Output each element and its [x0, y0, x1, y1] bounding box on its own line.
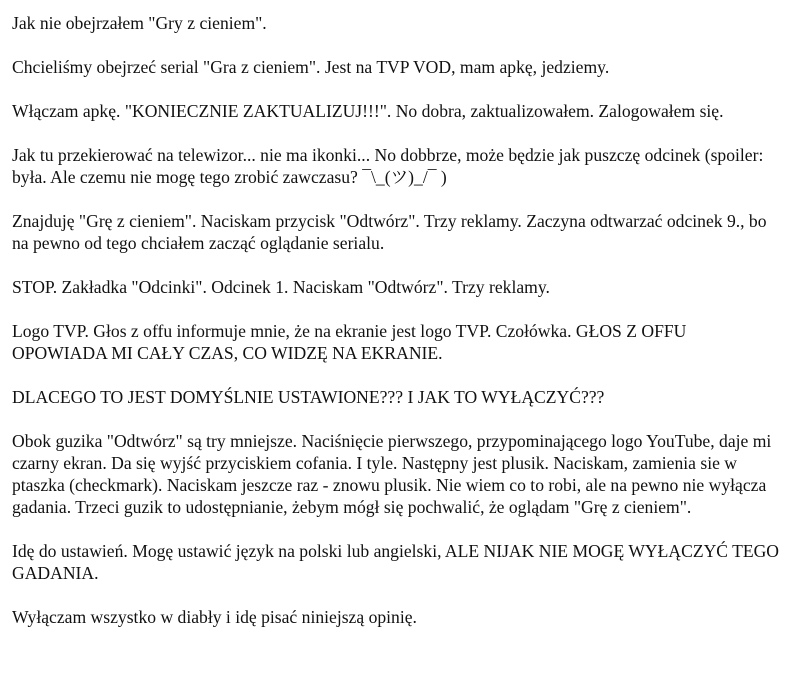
paragraph: STOP. Zakładka "Odcinki". Odcinek 1. Naciskam "Odtwórz". Trzy reklamy. — [12, 277, 550, 297]
paragraph: Znajduję "Grę z cieniem". Naciskam przycisk "Odtwórz". Trzy reklamy. Zaczyna odtwarzać odcinek 9., bo na pewno od tego chciałem zacząć oglądanie serialu. — [12, 211, 767, 253]
paragraph: Włączam apkę. "KONIECZNIE ZAKTUALIZUJ!!!". No dobra, zaktualizowałem. Zalogowałem się. — [12, 101, 724, 121]
paragraph-title: Jak nie obejrzałem "Gry z cieniem". — [12, 13, 267, 33]
paragraph: Obok guzika "Odtwórz" są try mniejsze. Naciśnięcie pierwszego, przypominającego logo YouTube, daje mi czarny ekran. Da się wyjść przyciskiem cofania. I tyle. Następny jest plusik. Naciskam, zamienia sie w ptaszka (checkmark). Naciskam jeszcze raz - znowu plusik. Nie wiem co to robi, ale na pewno nie wyłącza gadania. Trzeci guzik to udostępnianie, żebym mógł się pochwalić, że oglądam "Grę z cieniem". — [12, 431, 772, 517]
paragraph: Chcieliśmy obejrzeć serial "Gra z cieniem". Jest na TVP VOD, mam apkę, jedziemy. — [12, 57, 610, 77]
paragraph: DLACEGO TO JEST DOMYŚLNIE USTAWIONE??? I JAK TO WYŁĄCZYĆ??? — [12, 387, 605, 407]
paragraph: Jak tu przekierować na telewizor... nie ma ikonki... No dobbrze, może będzie jak puszczę odcinek (spoiler: była. Ale czemu nie mogę tego zrobić zawczasu? ¯\_(ツ)_/¯ ) — [12, 145, 764, 187]
paragraph: Idę do ustawień. Mogę ustawić język na polski lub angielski, ALE NIJAK NIE MOGĘ WYŁĄCZYĆ TEGO GADANIA. — [12, 541, 780, 583]
paragraph: Logo TVP. Głos z offu informuje mnie, że na ekranie jest logo TVP. Czołówka. GŁOS Z OFFU OPOWIADA MI CAŁY CZAS, CO WIDZĘ NA EKRANIE. — [12, 321, 687, 363]
paragraph-closing: Wyłączam wszystko w diabły i idę pisać niniejszą opinię. — [12, 607, 417, 627]
